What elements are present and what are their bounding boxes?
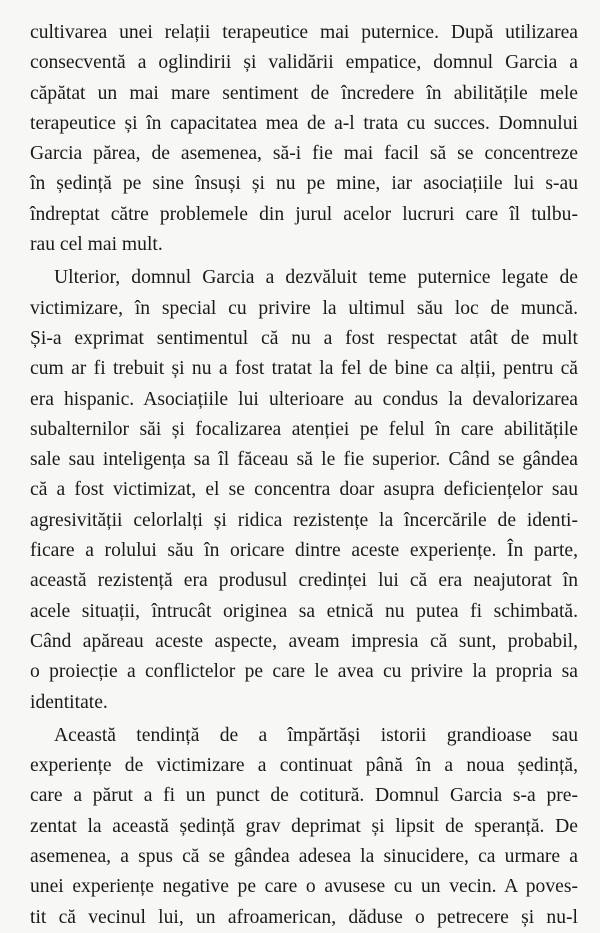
- text-line: căpătat un mai mare sentiment de încredere în abilitățile mele: [30, 82, 578, 104]
- text-line: rau cel mai mult.: [30, 234, 163, 256]
- text-line: această rezistență era produsul credinței lui că era neajutorat în: [30, 570, 578, 592]
- text-line: cultivarea unei relații terapeutice mai puternice. După utilizarea: [30, 22, 578, 43]
- text-line: terapeutice și în capacitatea mea de a-l trata cu succes. Domnului: [30, 112, 578, 134]
- text-line: identitate.: [30, 691, 108, 713]
- text-line: care a părut a fi un punct de cotitură. Domnul Garcia s-a pre-: [30, 785, 578, 807]
- text-line: experiențe de victimizare a continuat până în a noua ședință,: [30, 755, 578, 777]
- paragraph: [30, 721, 578, 933]
- text-line: Această tendință de a împărtăși istorii grandioase sau: [54, 724, 578, 746]
- text-line: victimizare, în special cu privire la ultimul său loc de muncă.: [30, 297, 578, 319]
- text-line: sale sau inteligența sa îl făceau să le fie superior. Când se gândea: [30, 449, 578, 471]
- text-line: subalternilor săi și focalizarea atenției pe felul în care abilitățile: [30, 418, 578, 440]
- text-line: Și-a exprimat sentimentul că nu a fost respectat atât de mult: [30, 327, 578, 349]
- text-line: era hispanic. Asociațiile lui ulterioare au condus la devalorizarea: [30, 388, 578, 410]
- text-line: asemenea, a spus că se gândea adesea la sinucidere, ca urmare a: [30, 846, 578, 868]
- text-line: tit că vecinul lui, un afroamerican, dăduse o petrecere și nu-l: [30, 906, 578, 928]
- text-line: Ulterior, domnul Garcia a dezvăluit teme puternice legate de: [54, 267, 578, 289]
- text-line: Garcia părea, de asemenea, să-i fie mai facil să se concentreze: [30, 143, 578, 165]
- text-line: consecventă a oglindirii și validării empatice, domnul Garcia a: [30, 52, 578, 74]
- book-page: [30, 18, 578, 933]
- text-line: în ședință pe sine însuși și nu pe mine, iar asociațiile lui s-au: [30, 173, 578, 195]
- text-line: o proiecție a conflictelor pe care le avea cu privire la propria sa: [30, 661, 578, 683]
- page-text-body: [30, 18, 578, 933]
- text-line: unei experiențe negative pe care o avusese cu un vecin. A poves-: [30, 876, 578, 898]
- paragraph: [30, 18, 578, 260]
- paragraph: [30, 263, 578, 717]
- text-line: îndreptat către problemele din jurul acelor lucruri care îl tulbu-: [30, 203, 578, 225]
- text-line: zentat la această ședință grav deprimat și lipsit de speranță. De: [30, 815, 578, 837]
- text-line: cum ar fi trebuit și nu a fost tratat la fel de bine ca alții, pentru că: [30, 358, 578, 380]
- text-line: Când apăreau aceste aspecte, aveam impresia că sunt, probabil,: [30, 630, 578, 652]
- text-line: ficare a rolului său în oricare dintre aceste experiențe. În parte,: [30, 540, 578, 562]
- text-line: acele situații, întrucât originea sa etnică nu putea fi schimbată.: [30, 600, 578, 622]
- text-line: agresivității celorlalți și ridica rezistențe la încercările de identi-: [30, 509, 578, 531]
- text-line: că a fost victimizat, el se concentra doar asupra deficiențelor sau: [30, 479, 578, 501]
